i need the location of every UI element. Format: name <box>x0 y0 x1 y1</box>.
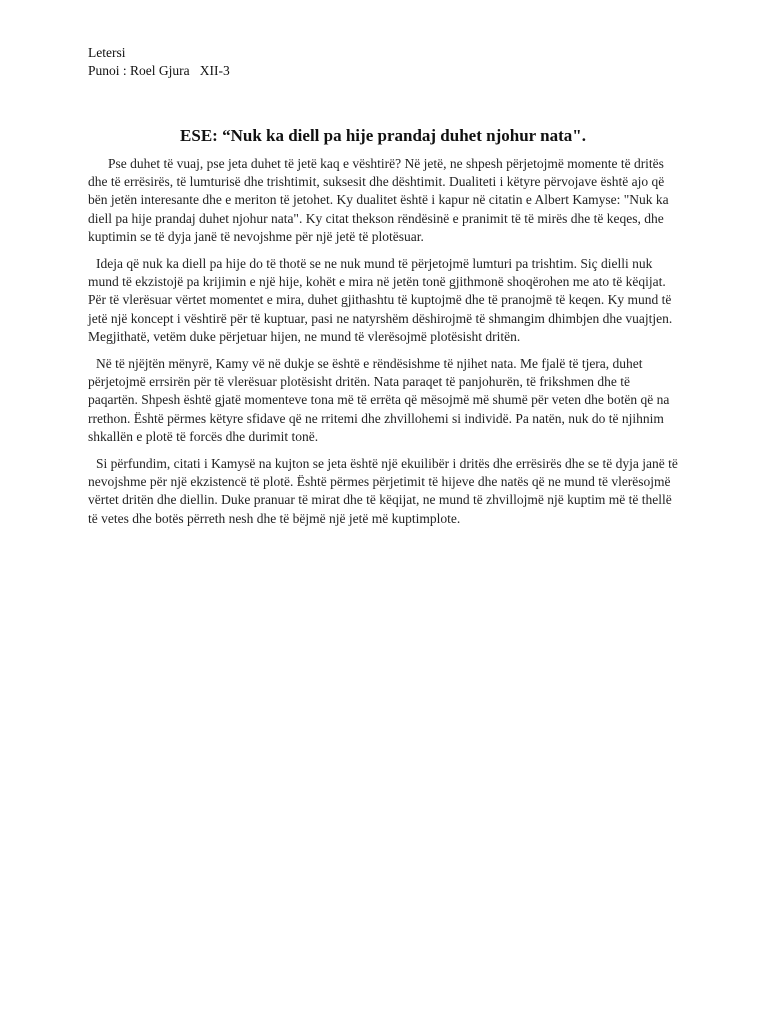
essay-paragraph-3: Në të njëjtën mënyrë, Kamy vë në dukje se është e rëndësishme të njihet nata. Me fjalë të tjera, duhet përjetojmë errsirën për të vlerësuar plotësisht dritën. Nata paraqet të panjohurën, të frikshmen dhe të paqartën. Shpesh është gjatë momenteve tona më të errëta që mësojmë më shumë për veten dhe botën që na rrethon. Është përmes këtyre sfidave që ne rritemi dhe zhvillohemi si individë. Pa natën, nuk do të njihnim shkallën e plotë të forcës dhe durimit tonë. <box>88 356 670 444</box>
author-line: Punoi : Roel Gjura XII-3 <box>88 63 230 78</box>
essay-title: ESE: “Nuk ka diell pa hije prandaj duhet njohur nata". <box>180 126 586 145</box>
subject-label: Letersi <box>88 45 126 60</box>
document-page <box>88 44 678 537</box>
essay-paragraph-1: Pse duhet të vuaj, pse jeta duhet të jetë kaq e vështirë? Në jetë, ne shpesh përjetojmë momente të dritës dhe të errësirës, të lumturisë dhe trishtimit, suksesit dhe dështimit. Dualiteti i këtyre përvojave është ajo që bën jetën interesante dhe e meriton të jetohet. Ky dualitet është i kapur në citatin e Albert Kamyse: "Nuk ka diell pa hije prandaj duhet njohur nata". Ky citat thekson rëndësinë e pranimit të të mirës dhe të keqes, dhe kuptimin se të dyja janë të nevojshme për një jetë të plotësuar. <box>88 156 669 244</box>
essay-paragraph-2: Ideja që nuk ka diell pa hije do të thotë se ne nuk mund të përjetojmë lumturi pa trishtim. Siç dielli nuk mund të ekzistojë pa krijimin e një hije, kohët e mira në jetën tonë gjithmonë shoqërohen me ato të këqijat. Për të vlerësuar vërtet momentet e mira, duhet gjithashtu të kuptojmë dhe të pranojmë të keqen. Ky mund të jetë një koncept i vështirë për të kuptuar, pasi ne natyrshëm dëshirojmë të shmangim dhimbjen dhe vuajtjen. Megjithatë, vetëm duke përjetuar hijen, ne mund të vlerësojmë plotësisht dritën. <box>88 256 673 344</box>
essay-paragraph-4: Si përfundim, citati i Kamysë na kujton se jeta është një ekuilibër i dritës dhe errësirës dhe se të dyja janë të nevojshme për një ekzistencë të plotë. Është përmes përjetimit të hijeve dhe natës që ne mund të vlerësojmë vërtet dritën dhe diellin. Duke pranuar të mirat dhe të këqijat, ne mund të zhvillojmë një kuptim më të thellë të vetes dhe botës përreth nesh dhe të bëjmë një jetë më kuptimplote. <box>88 456 678 526</box>
